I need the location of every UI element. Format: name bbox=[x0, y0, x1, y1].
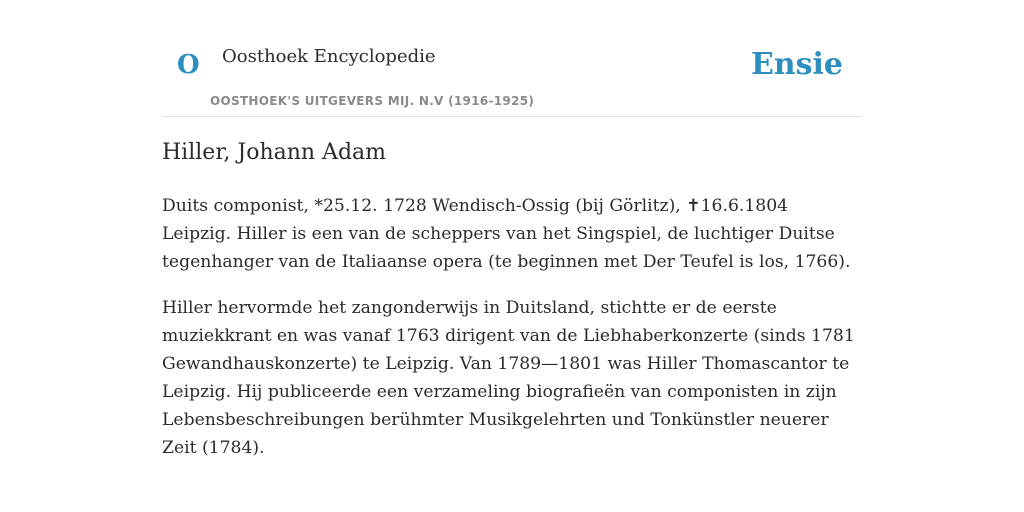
article-title: Hiller, Johann Adam bbox=[162, 140, 387, 165]
site-header bbox=[162, 0, 862, 117]
site-title[interactable]: Oosthoek Encyclopedie bbox=[222, 46, 436, 67]
article-paragraph: Duits componist, *25.12. 1728 Wendisch-Ossig (bij Görlitz), ✝16.6.1804 Leipzig. Hiller is een van de scheppers van het Singspiel, de luchtiger Duitse tegenhanger van de Italiaanse opera (te beginnen met Der Teufel is los, 1766). bbox=[162, 196, 851, 272]
oosthoek-logo[interactable]: O bbox=[177, 50, 200, 80]
ensie-logo-link[interactable]: Ensie bbox=[750, 47, 843, 82]
publisher-subtitle: OOSTHOEK'S UITGEVERS MIJ. N.V (1916-1925) bbox=[210, 94, 535, 108]
article-body bbox=[162, 192, 862, 480]
article-paragraph: Hiller hervormde het zangonderwijs in Duitsland, stichtte er de eerste muziekkrant en was vanaf 1763 dirigent van de Liebhaberkonzerte (sinds 1781 Gewandhauskonzerte) te Leipzig. Van 1789—1801 was Hiller Thomascantor te Leipzig. Hij publiceerde een verzameling biografieën van componisten in zijn Lebensbeschreibungen berühmter Musikgelehrten und Tonkünstler neuerer Zeit (1784). bbox=[162, 298, 855, 458]
page-container bbox=[162, 0, 862, 458]
